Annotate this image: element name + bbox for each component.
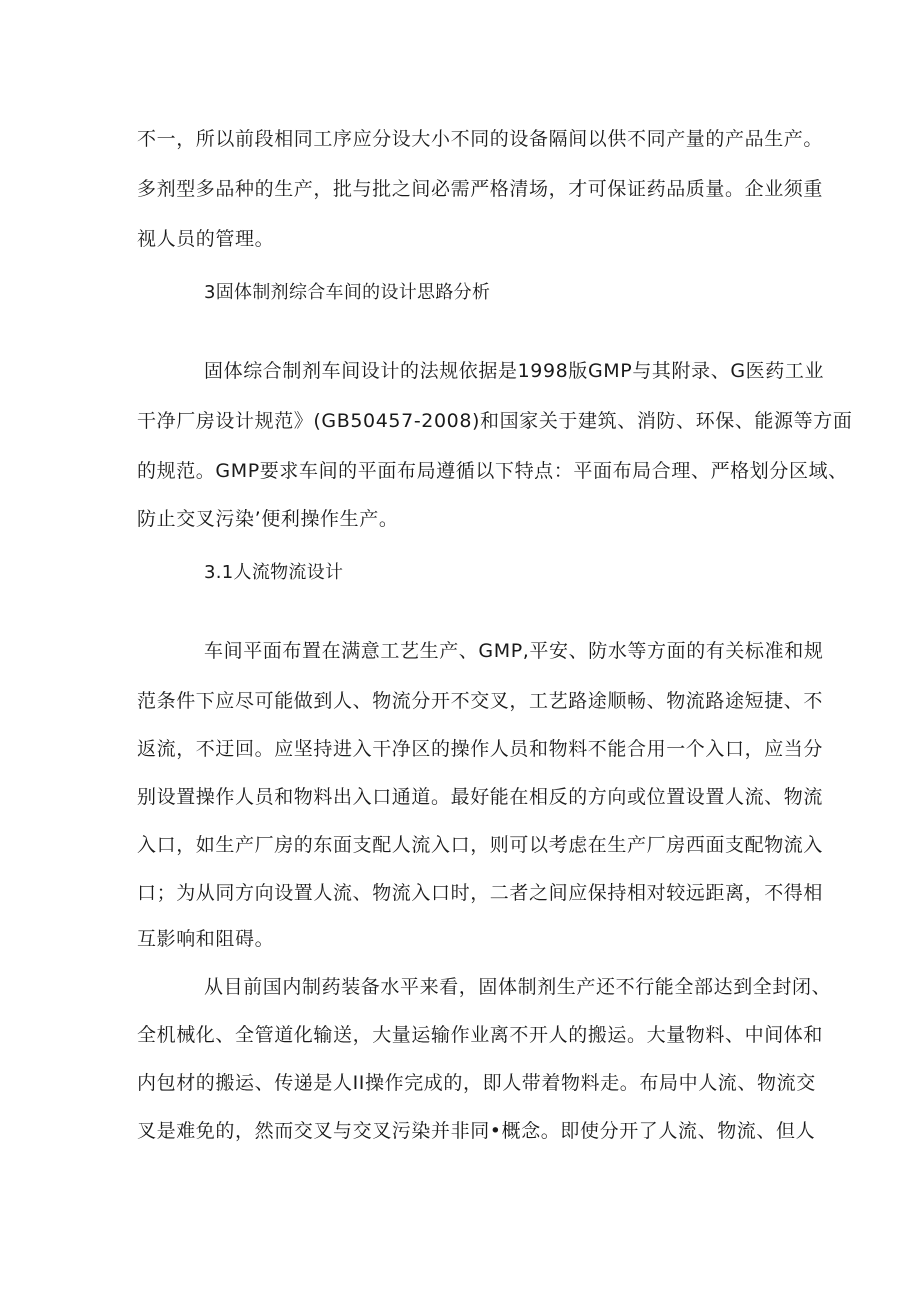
paragraph-2-line-2: 干净厂房设计规范》(GB50457-2008)和国家关于建筑、消防、环保、能源等方面 <box>137 410 853 432</box>
paragraph-4-line-4: 叉是难免的，然而交叉与交叉污染并非同•概念。即使分开了人流、物流、但人 <box>137 1120 816 1142</box>
paragraph-3-line-2: 范条件下应尽可能做到人、物流分开不交叉，工艺路途顺畅、物流路途短捷、不 <box>137 690 824 712</box>
paragraph-2-line-4: 防止交叉污染’便利操作生产。 <box>137 508 399 530</box>
paragraph-3-line-4: 别设置操作人员和物料出入口通道。最好能在相反的方向或位置设置人流、物流 <box>137 786 824 808</box>
section-heading-3-1: 3.1人流物流设计 <box>204 562 344 583</box>
paragraph-2-line-3: 的规范。GMP要求车间的平面布局遵循以下特点：平面布局合理、严格划分区域、 <box>137 460 848 482</box>
paragraph-4-line-2: 全机械化、全管道化输送，大量运输作业离不开人的搬运。大量物料、中间体和 <box>137 1024 824 1046</box>
section-heading-3: 3固体制剂综合车间的设计思路分析 <box>204 282 491 303</box>
paragraph-1-line-3: 视人员的管理。 <box>137 228 275 250</box>
paragraph-1-line-2: 多剂型多品种的生产，批与批之间必需严格清场，才可保证药品质量。企业须重 <box>137 178 824 200</box>
paragraph-3-line-5: 入口，如生产厂房的东面支配人流入口，则可以考虑在生产厂房西面支配物流入 <box>137 834 824 856</box>
paragraph-3-line-6: 口；为从同方向设置人流、物流入口时，二者之间应保持相对较远距离，不得相 <box>137 882 824 904</box>
paragraph-4-line-1: 从目前国内制药装备水平来看，固体制剂生产还不行能全部达到全封闭、 <box>204 976 832 998</box>
paragraph-1-line-1: 不一，所以前段相同工序应分设大小不同的设备隔间以供不同产量的产品生产。 <box>137 128 824 150</box>
paragraph-3-line-1: 车间平面布置在满意工艺生产、GMP,平安、防水等方面的有关标准和规 <box>204 640 824 662</box>
paragraph-3-line-3: 返流，不迂回。应坚持进入干净区的操作人员和物料不能合用一个入口，应当分 <box>137 738 824 760</box>
paragraph-2-line-1: 固体综合制剂车间设计的法规依据是1998版GMP与其附录、G医药工业 <box>204 360 825 382</box>
paragraph-4-line-3: 内包材的搬运、传递是人II操作完成的，即人带着物料走。布局中人流、物流交 <box>137 1072 816 1094</box>
paragraph-3-line-7: 互影响和阻碍。 <box>137 928 275 950</box>
